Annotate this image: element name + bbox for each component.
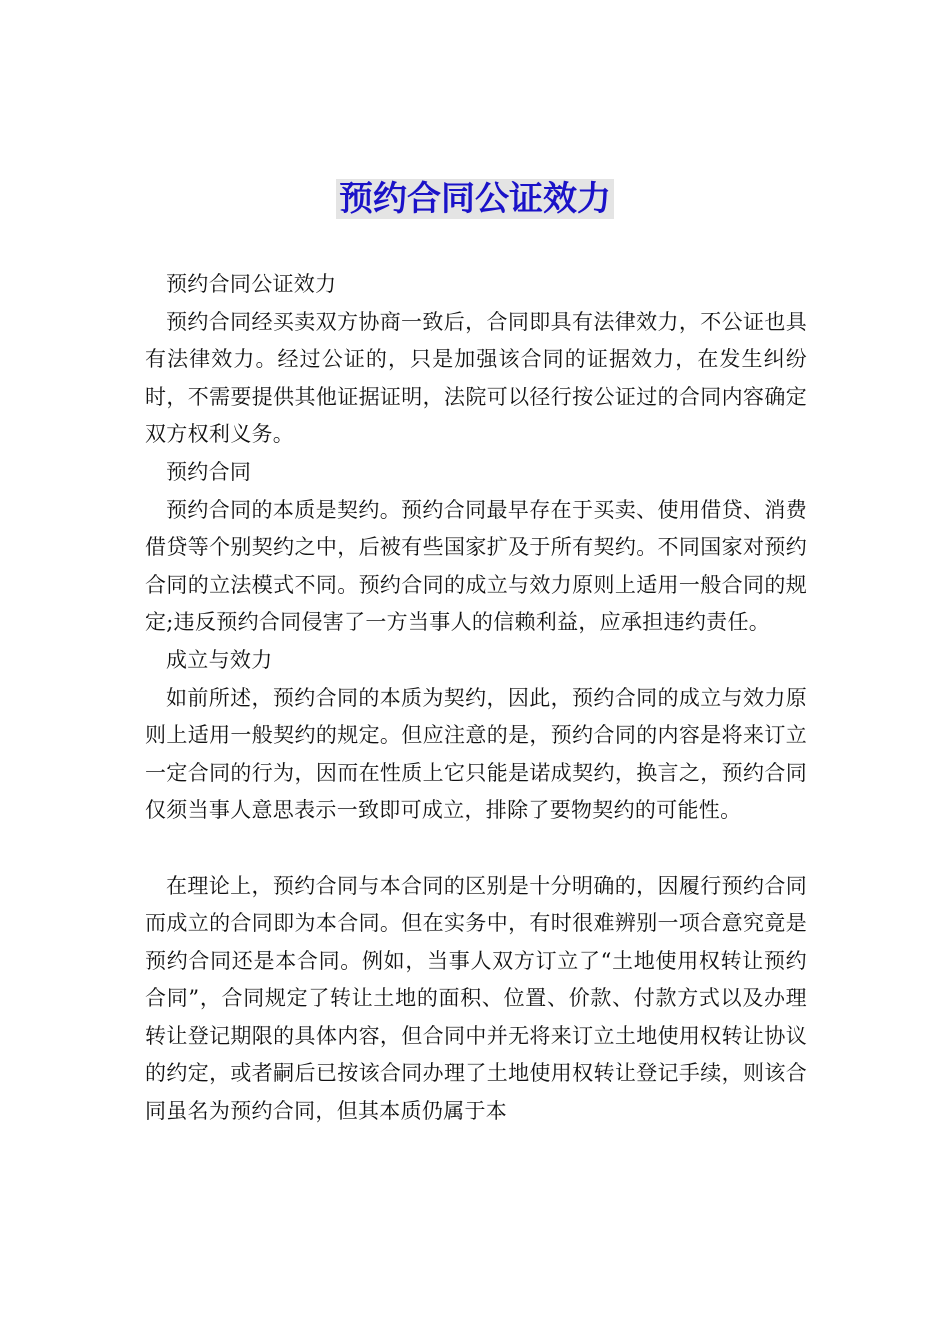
document-body: [145, 266, 807, 1131]
section-heading-notarization: 预约合同公证效力: [166, 272, 337, 296]
page-title: [0, 176, 950, 222]
paragraph-preliminary-contract: 预约合同的本质是契约。预约合同最早存在于买卖、使用借贷、消费借贷等个别契约之中，后被有些国家扩及于所有契约。不同国家对预约合同的立法模式不同。预约合同的成立与效力原则上适用一般合同的规定;违反预约合同侵害了一方当事人的信赖利益，应承担违约责任。: [145, 497, 807, 635]
paragraph-theory-practice: 在理论上，预约合同与本合同的区别是十分明确的，因履行预约合同而成立的合同即为本合同。但在实务中，有时很难辨别一项合意究竟是预约合同还是本合同。例如，当事人双方订立了“土地使用权转让预约合同”，合同规定了转让土地的面积、位置、价款、付款方式以及办理转让登记期限的具体内容，但合同中并无将来订立土地使用权转让协议的约定，或者嗣后已按该合同办理了土地使用权转让登记手续，则该合同虽名为预约合同，但其本质仍属于本: [145, 873, 807, 1124]
paragraph-formation-validity: 如前所述，预约合同的本质为契约，因此，预约合同的成立与效力原则上适用一般契约的规定。但应注意的是，预约合同的内容是将来订立一定合同的行为，因而在性质上它只能是诺成契约，换言之，预约合同仅须当事人意思表示一致即可成立，排除了要物契约的可能性。: [145, 685, 807, 823]
section-heading-formation-validity: 成立与效力: [166, 647, 273, 672]
paragraph-notarization: 预约合同经买卖双方协商一致后，合同即具有法律效力，不公证也具有法律效力。经过公证的，只是加强该合同的证据效力，在发生纠纷时，不需要提供其他证据证明，法院可以径行按公证过的合同内容确定双方权利义务。: [145, 309, 807, 447]
page-title-text: 预约合同公证效力: [336, 179, 614, 219]
paragraph-spacer: [145, 830, 807, 868]
section-heading-preliminary-contract: 预约合同: [166, 459, 252, 484]
